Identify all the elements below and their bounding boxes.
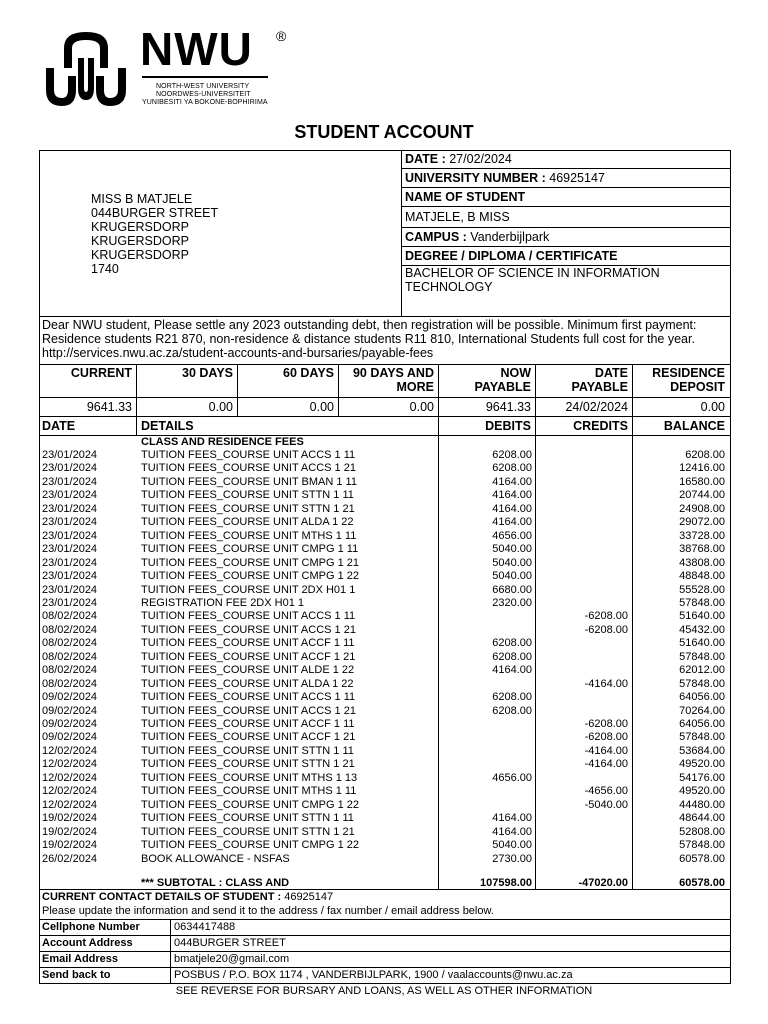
summary-header-current: CURRENT [70,366,132,380]
row-debit: 5040.00 [492,556,532,569]
logo-sub-setswana: YUNIBESITI YA BOKONE-BOPHIRIMA [142,99,268,106]
logo-wordmark: NWU [140,23,253,75]
campus-value: Vanderbijlpark [470,230,550,244]
divider [39,416,731,417]
divider [401,206,731,207]
row-date: 23/01/2024 [42,516,98,529]
row-balance: 16580.00 [679,475,725,488]
row-details: TUITION FEES_COURSE UNIT ACCF 1 11 [141,637,355,650]
row-credit: -6208.00 [584,731,628,744]
row-debit: 6208.00 [492,691,532,704]
table-row [0,745,768,758]
header-line: PAYABLE [474,380,531,394]
table-row [0,637,768,650]
send-back-label: Send back to [42,969,111,981]
row-credit: -6208.00 [584,718,628,730]
header-line: NOW [500,366,531,380]
mailing-address [91,192,218,276]
row-date: 19/02/2024 [42,825,98,838]
contact-heading [42,891,333,904]
table-row [0,678,768,691]
row-details: TUITION FEES_COURSE UNIT ACCS 1 21 [141,462,356,475]
row-details: TUITION FEES_COURSE UNIT ACCF 1 11 [141,718,355,730]
row-debit: 4164.00 [492,825,532,838]
ledger-header-details: DETAILS [141,419,194,433]
ledger-header-credits: CREDITS [573,419,628,433]
row-debit: 5040.00 [492,570,532,583]
row-date: 12/02/2024 [42,798,98,811]
row-balance: 51640.00 [679,610,725,623]
row-credit: -4164.00 [584,744,628,757]
degree-value [405,266,660,294]
degree-line: TECHNOLOGY [405,280,493,294]
cellphone-label: Cellphone Number [42,921,140,933]
info-date [405,152,512,166]
row-balance: 29072.00 [679,516,725,529]
row-debit: 6208.00 [492,449,532,461]
row-balance: 33728.00 [679,529,725,542]
divider [170,919,171,984]
row-details: TUITION FEES_COURSE UNIT CMPG 1 22 [141,570,360,583]
divider [401,246,731,247]
row-date: 08/02/2024 [42,650,98,663]
address-line: KRUGERSDORP [91,234,189,248]
row-date: 08/02/2024 [42,610,98,623]
row-balance: 64056.00 [679,718,725,730]
row-balance: 60578.00 [679,852,725,865]
header-line: MORE [396,380,434,394]
address-line: 044BURGER STREET [91,206,219,220]
row-details: TUITION FEES_COURSE UNIT ALDE 1 22 [141,664,355,677]
row-date: 23/01/2024 [42,475,98,488]
table-row [0,462,768,475]
divider [39,397,731,398]
row-date: 19/02/2024 [42,812,98,825]
ledger-header-debits: DEBITS [485,419,531,433]
row-balance: 49520.00 [679,758,725,771]
table-row [0,610,768,623]
row-balance: 53684.00 [679,744,725,757]
row-balance: 48644.00 [679,812,725,825]
row-details: REGISTRATION FEE 2DX H01 1 [141,596,305,609]
row-credit: -6208.00 [584,610,628,623]
row-debit: 6208.00 [492,462,532,475]
row-date: 23/01/2024 [42,570,98,583]
row-credit: -6208.00 [584,623,628,636]
row-debit: 2730.00 [492,852,532,865]
table-row [0,570,768,583]
row-balance: 51640.00 [679,637,725,650]
row-date: 23/01/2024 [42,543,98,556]
table-row [0,543,768,556]
table-row [0,772,768,785]
row-balance: 54176.00 [679,771,725,784]
row-date: 08/02/2024 [42,637,98,650]
university-number-label: UNIVERSITY NUMBER : [405,171,546,185]
university-number-value: 46925147 [549,171,605,185]
table-row [0,557,768,570]
row-date: 12/02/2024 [42,785,98,798]
table-row [0,624,768,637]
address-line: 1740 [91,262,119,276]
address-line: KRUGERSDORP [91,248,189,262]
row-balance: 57848.00 [679,677,725,690]
date-label: DATE : [405,152,446,166]
contact-instruction: Please update the information and send it to the address / fax number / email address below. [42,905,494,917]
row-details: TUITION FEES_COURSE UNIT CMPG 1 22 [141,798,360,811]
summary-value-now-payable: 9641.33 [485,400,531,414]
row-date: 09/02/2024 [42,704,98,717]
address-line: MISS B MATJELE [91,192,193,206]
row-details: TUITION FEES_COURSE UNIT BMAN 1 11 [141,475,357,488]
contact-heading-label: CURRENT CONTACT DETAILS OF STUDENT : [42,891,282,903]
row-debit: 6680.00 [492,583,532,596]
row-debit: 4656.00 [492,771,532,784]
info-campus [405,230,549,244]
row-details: TUITION FEES_COURSE UNIT CMPG 1 11 [141,543,359,556]
row-debit: 6208.00 [492,650,532,663]
divider [39,951,731,952]
table-row [0,839,768,852]
row-debit: 4164.00 [492,489,532,502]
row-balance: 64056.00 [679,691,725,704]
row-date: 26/02/2024 [42,852,98,865]
table-row [0,718,768,731]
table-row [0,705,768,718]
row-balance: 49520.00 [679,785,725,798]
footer-note: SEE REVERSE FOR BURSARY AND LOANS, AS WELL AS OTHER INFORMATION [175,985,593,997]
row-balance: 44480.00 [679,798,725,811]
summary-value-90-days: 0.00 [409,400,434,414]
summary-header-date-payable [536,366,628,394]
row-credit: -4164.00 [584,677,628,690]
row-debit: 4164.00 [492,664,532,677]
row-details: TUITION FEES_COURSE UNIT 2DX H01 1 [141,583,356,596]
row-date: 08/02/2024 [42,664,98,677]
logo-sub-afrikaans: NOORDWES-UNIVERSITEIT [156,91,251,98]
row-details: TUITION FEES_COURSE UNIT ALDA 1 22 [141,516,354,529]
row-balance: 12416.00 [679,462,725,475]
summary-value-current: 9641.33 [86,400,132,414]
divider [39,935,731,936]
row-credit: -4164.00 [584,758,628,771]
row-details: TUITION FEES_COURSE UNIT ACCS 1 21 [141,623,356,636]
row-balance: 55528.00 [679,583,725,596]
ledger-rows [0,449,768,869]
degree-label: DEGREE / DIPLOMA / CERTIFICATE [405,249,618,263]
row-date: 23/01/2024 [42,502,98,515]
divider [401,227,731,228]
row-date: 08/02/2024 [42,623,98,636]
row-details: TUITION FEES_COURSE UNIT ACCS 1 11 [141,449,356,461]
divider [39,967,731,968]
row-details: TUITION FEES_COURSE UNIT ACCF 1 21 [141,731,356,744]
notice-line: Dear NWU student, Please settle any 2023 outstanding debt, then registration will be possible. Minimum first payment: [42,318,697,332]
row-details: TUITION FEES_COURSE UNIT CMPG 1 22 [141,839,360,852]
row-debit: 4164.00 [492,502,532,515]
student-name-value: MATJELE, B MISS [405,210,510,224]
row-date: 09/02/2024 [42,718,98,730]
row-date: 09/02/2024 [42,731,98,744]
email-address-value: bmatjele20@gmail.com [174,953,290,965]
ledger-header-balance: BALANCE [663,419,725,433]
row-balance: 38768.00 [679,543,725,556]
registered-mark: ® [276,28,287,44]
header-line: 90 DAYS AND [352,366,434,380]
contact-heading-number: 46925147 [284,891,334,903]
row-balance: 48848.00 [679,570,725,583]
row-date: 09/02/2024 [42,691,98,704]
row-balance: 57848.00 [679,596,725,609]
row-date: 23/01/2024 [42,596,98,609]
row-date: 19/02/2024 [42,839,98,852]
row-details: TUITION FEES_COURSE UNIT STTN 1 21 [141,825,355,838]
row-debit: 5040.00 [492,543,532,556]
row-credit: -4656.00 [584,785,628,798]
summary-value-date-payable: 24/02/2024 [565,400,628,414]
divider [401,168,731,169]
divider [39,364,731,365]
row-debit: 6208.00 [492,637,532,650]
notice-line: Residence students R21 870, non-residence & distance students R11 810, International Students full cost for the year. [42,332,695,346]
summary-header-residence-deposit [633,366,725,394]
campus-label: CAMPUS : [405,230,467,244]
summary-header-90-days [339,366,434,394]
ledger-header-date: DATE [42,419,76,433]
account-address-value: 044BURGER STREET [174,937,286,949]
account-address-label: Account Address [42,937,133,949]
send-back-value: POSBUS / P.O. BOX 1174 , VANDERBIJLPARK, 1900 / vaalaccounts@nwu.ac.za [174,969,573,981]
row-balance: 43808.00 [679,556,725,569]
row-debit: 4164.00 [492,516,532,529]
subtotal-label: *** SUBTOTAL : CLASS AND [141,877,290,889]
row-details: TUITION FEES_COURSE UNIT MTHS 1 11 [141,785,357,798]
subtotal-debit: 107598.00 [480,877,532,889]
table-row [0,785,768,798]
divider [136,416,137,436]
table-row [0,691,768,704]
address-line: KRUGERSDORP [91,220,189,234]
header-line: DEPOSIT [670,380,725,394]
row-debit: 4164.00 [492,475,532,488]
table-row [0,664,768,677]
row-date: 12/02/2024 [42,758,98,771]
row-date: 23/01/2024 [42,449,98,461]
row-date: 23/01/2024 [42,489,98,502]
divider [39,919,731,920]
table-row [0,449,768,462]
logo-underline [142,76,268,78]
row-date: 23/01/2024 [42,529,98,542]
nwu-logo [42,23,287,112]
row-details: TUITION FEES_COURSE UNIT ACCS 1 21 [141,704,356,717]
row-details: TUITION FEES_COURSE UNIT STTN 1 11 [141,812,354,825]
row-details: TUITION FEES_COURSE UNIT STTN 1 11 [141,744,354,757]
header-line: DATE [594,366,628,380]
header-line: RESIDENCE [652,366,725,380]
date-value: 27/02/2024 [449,152,512,166]
row-debit: 4164.00 [492,812,532,825]
row-balance: 45432.00 [679,623,725,636]
summary-header-60-days: 60 DAYS [283,366,334,380]
row-details: TUITION FEES_COURSE UNIT CMPG 1 21 [141,556,360,569]
row-debit: 6208.00 [492,704,532,717]
row-date: 23/01/2024 [42,556,98,569]
subtotal-credit: -47020.00 [578,877,628,889]
table-row [0,758,768,771]
row-date: 23/01/2024 [42,583,98,596]
table-row [0,530,768,543]
student-name-label: NAME OF STUDENT [405,190,526,204]
summary-value-60-days: 0.00 [309,400,334,414]
divider [39,316,731,317]
row-balance: 70264.00 [679,704,725,717]
summary-value-30-days: 0.00 [208,400,233,414]
row-balance: 6208.00 [685,449,725,461]
email-address-label: Email Address [42,953,119,965]
divider [401,187,731,188]
nwu-emblem-icon [42,28,130,110]
row-date: 12/02/2024 [42,771,98,784]
row-balance: 52808.00 [679,825,725,838]
cellphone-value: 0634417488 [174,921,236,933]
row-date: 12/02/2024 [42,744,98,757]
row-debit: 4656.00 [492,529,532,542]
row-balance: 57848.00 [679,839,725,852]
divider [401,150,402,316]
row-details: TUITION FEES_COURSE UNIT ACCF 1 21 [141,650,356,663]
table-row [0,597,768,610]
row-details: BOOK ALLOWANCE - NSFAS [141,852,290,865]
info-university-number [405,171,605,185]
summary-header-now-payable [439,366,531,394]
row-debit: 2320.00 [492,596,532,609]
degree-line: BACHELOR OF SCIENCE IN INFORMATION [405,266,660,280]
table-row [0,476,768,489]
row-details: TUITION FEES_COURSE UNIT STTN 1 21 [141,758,355,771]
summary-value-residence-deposit: 0.00 [700,400,725,414]
logo-sub-english: NORTH-WEST UNIVERSITY [156,83,250,90]
table-row [0,584,768,597]
header-line: PAYABLE [571,380,628,394]
row-details: TUITION FEES_COURSE UNIT ACCS 1 11 [141,610,356,623]
table-row [0,853,768,866]
ledger-section-heading: CLASS AND RESIDENCE FEES [141,436,304,448]
table-row [0,799,768,812]
table-row [0,503,768,516]
table-row [0,812,768,825]
table-row [0,651,768,664]
row-details: TUITION FEES_COURSE UNIT STTN 1 11 [141,489,354,502]
table-row [0,489,768,502]
table-row [0,516,768,529]
payment-notice [42,318,697,360]
subtotal-balance: 60578.00 [679,877,725,889]
row-details: TUITION FEES_COURSE UNIT ACCS 1 11 [141,691,356,704]
table-row [0,731,768,744]
summary-header-30-days: 30 DAYS [182,366,233,380]
table-row [0,826,768,839]
row-date: 23/01/2024 [42,462,98,475]
row-balance: 62012.00 [679,664,725,677]
row-credit: -5040.00 [584,798,628,811]
row-details: TUITION FEES_COURSE UNIT STTN 1 21 [141,502,355,515]
row-date: 08/02/2024 [42,677,98,690]
row-balance: 24908.00 [679,502,725,515]
notice-link[interactable]: http://services.nwu.ac.za/student-accounts-and-bursaries/payable-fees [42,346,434,360]
row-details: TUITION FEES_COURSE UNIT MTHS 1 13 [141,771,358,784]
row-debit: 5040.00 [492,839,532,852]
row-balance: 57848.00 [679,650,725,663]
row-details: TUITION FEES_COURSE UNIT MTHS 1 11 [141,529,357,542]
row-balance: 20744.00 [679,489,725,502]
row-details: TUITION FEES_COURSE UNIT ALDA 1 22 [141,677,354,690]
row-balance: 57848.00 [679,731,725,744]
page-title: STUDENT ACCOUNT [294,122,474,142]
